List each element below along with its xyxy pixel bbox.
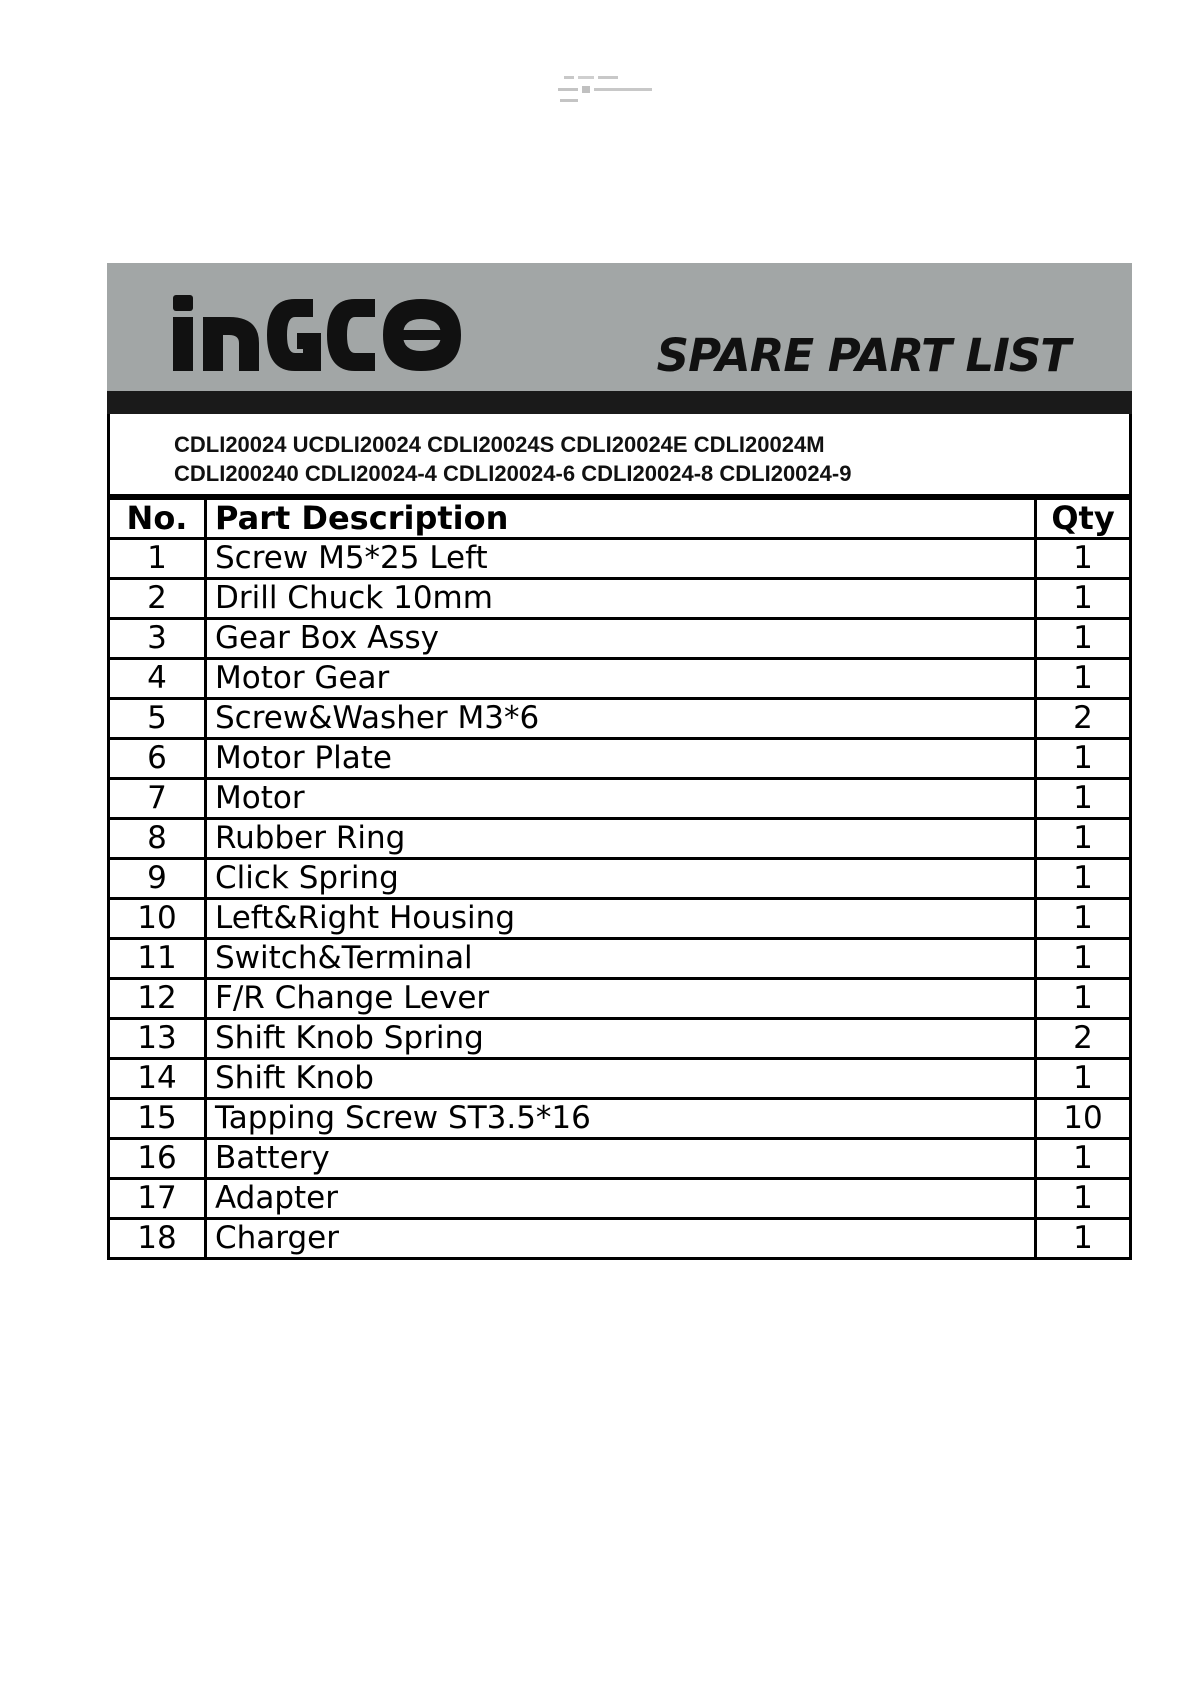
part-description: F/R Change Lever	[206, 979, 1036, 1019]
part-qty: 1	[1036, 979, 1131, 1019]
table-row	[109, 779, 1131, 819]
part-description: Shift Knob Spring	[206, 1019, 1036, 1059]
table-row	[109, 979, 1131, 1019]
part-number: 7	[109, 779, 206, 819]
part-qty: 1	[1036, 779, 1131, 819]
page-title: SPARE PART LIST	[656, 329, 1070, 382]
table-row	[109, 1139, 1131, 1179]
part-qty: 2	[1036, 699, 1131, 739]
header-description: Part Description	[206, 499, 1036, 539]
part-number: 4	[109, 659, 206, 699]
part-number: 5	[109, 699, 206, 739]
part-number: 1	[109, 539, 206, 579]
part-number: 9	[109, 859, 206, 899]
part-description: Screw&Washer M3*6	[206, 699, 1036, 739]
table-row	[109, 859, 1131, 899]
model-line-2: CDLI200240 CDLI20024-4 CDLI20024-6 CDLI20024-8 CDLI20024-9	[174, 461, 852, 486]
spare-part-sheet	[107, 263, 1132, 1260]
part-number: 10	[109, 899, 206, 939]
table-row	[109, 1019, 1131, 1059]
part-number: 6	[109, 739, 206, 779]
part-qty: 1	[1036, 659, 1131, 699]
part-qty: 1	[1036, 1219, 1131, 1259]
page-mark-icon	[556, 74, 666, 108]
part-description: Charger	[206, 1219, 1036, 1259]
part-qty: 10	[1036, 1099, 1131, 1139]
table-row	[109, 619, 1131, 659]
table-row	[109, 699, 1131, 739]
part-number: 12	[109, 979, 206, 1019]
part-qty: 1	[1036, 899, 1131, 939]
part-description: Shift Knob	[206, 1059, 1036, 1099]
part-description: Rubber Ring	[206, 819, 1036, 859]
part-qty: 1	[1036, 819, 1131, 859]
table-row	[109, 539, 1131, 579]
part-number: 11	[109, 939, 206, 979]
part-qty: 1	[1036, 1059, 1131, 1099]
part-number: 16	[109, 1139, 206, 1179]
header-qty: Qty	[1036, 499, 1131, 539]
ingco-logo-icon	[171, 293, 471, 373]
parts-table	[107, 497, 1132, 1260]
part-qty: 1	[1036, 579, 1131, 619]
part-qty: 1	[1036, 859, 1131, 899]
part-qty: 1	[1036, 539, 1131, 579]
model-line-1: CDLI20024 UCDLI20024 CDLI20024S CDLI20024E CDLI20024M	[174, 432, 825, 457]
part-description: Drill Chuck 10mm	[206, 579, 1036, 619]
part-qty: 2	[1036, 1019, 1131, 1059]
part-number: 18	[109, 1219, 206, 1259]
part-qty: 1	[1036, 1179, 1131, 1219]
part-number: 13	[109, 1019, 206, 1059]
header-no: No.	[109, 499, 206, 539]
part-qty: 1	[1036, 939, 1131, 979]
table-row	[109, 739, 1131, 779]
table-row	[109, 1099, 1131, 1139]
part-number: 17	[109, 1179, 206, 1219]
parts-table-body	[109, 539, 1131, 1259]
table-row	[109, 1219, 1131, 1259]
part-number: 15	[109, 1099, 206, 1139]
table-row	[109, 899, 1131, 939]
part-qty: 1	[1036, 1139, 1131, 1179]
part-description: Motor Plate	[206, 739, 1036, 779]
table-row	[109, 939, 1131, 979]
part-number: 2	[109, 579, 206, 619]
part-description: Gear Box Assy	[206, 619, 1036, 659]
table-row	[109, 819, 1131, 859]
header-band	[107, 263, 1132, 391]
divider-bar	[107, 391, 1132, 414]
table-row	[109, 659, 1131, 699]
part-description: Left&Right Housing	[206, 899, 1036, 939]
part-number: 8	[109, 819, 206, 859]
part-number: 14	[109, 1059, 206, 1099]
table-row	[109, 1179, 1131, 1219]
table-row	[109, 1059, 1131, 1099]
part-description: Switch&Terminal	[206, 939, 1036, 979]
table-row	[109, 579, 1131, 619]
part-description: Motor	[206, 779, 1036, 819]
part-number: 3	[109, 619, 206, 659]
part-description: Screw M5*25 Left	[206, 539, 1036, 579]
part-description: Click Spring	[206, 859, 1036, 899]
part-description: Motor Gear	[206, 659, 1036, 699]
model-list	[107, 414, 1132, 497]
part-description: Battery	[206, 1139, 1036, 1179]
part-description: Adapter	[206, 1179, 1036, 1219]
part-qty: 1	[1036, 739, 1131, 779]
part-description: Tapping Screw ST3.5*16	[206, 1099, 1036, 1139]
table-header-row	[109, 499, 1131, 539]
part-qty: 1	[1036, 619, 1131, 659]
